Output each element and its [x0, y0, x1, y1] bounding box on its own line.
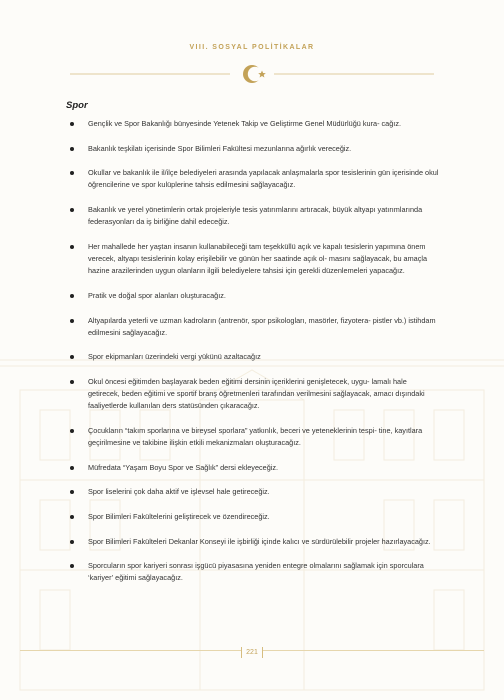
list-item: Spor Bilimleri Fakülteleri Dekanlar Konseyi ile işbirliği içinde kalıcı ve sürdürülebilir projeler hazırlayacağız.: [66, 536, 440, 548]
list-item: Spor ekipmanları üzerindeki vergi yükünü azaltacağız: [66, 351, 440, 363]
list-item: Spor liselerini çok daha aktif ve işlevsel hale getireceğiz.: [66, 486, 440, 498]
bullet-icon: [70, 147, 74, 151]
section-title: Spor: [66, 100, 88, 111]
bullet-icon: [70, 515, 74, 519]
bullet-icon: [70, 171, 74, 175]
bullet-icon: [70, 564, 74, 568]
list-item: Okullar ve bakanlık ile il/ilçe belediyeleri arasında yapılacak anlaşmalarla spor tesislerinin gün içerisinde okul öğrencilerine ve spor kulüplerine tahsis edilmesini sağlayacağız.: [66, 167, 440, 191]
crescent-star-ornament: [70, 62, 434, 86]
list-item: Bakanlık teşkilatı içerisinde Spor Bilimleri Fakültesi mezunlarına ağırlık vereceğiz.: [66, 143, 440, 155]
bullet-icon: [70, 122, 74, 126]
bullet-icon: [70, 429, 74, 433]
bullet-icon: [70, 466, 74, 470]
policy-list: [66, 118, 440, 597]
list-item: Müfredata “Yaşam Boyu Spor ve Sağlık” dersi ekleyeceğiz.: [66, 462, 440, 474]
list-item: Her mahallede her yaştan insanın kullanabileceği tam teşekküllü açık ve kapalı tesislerin yapımına önem verecek, altyapı tesislerinin kolay erişilebilir ve günün her saatinde açık ol- masını sağlayacak, bu amaçla hazine arazilerinden uygun olanların ilgili belediyelere tahsisi için gerekli düzenlemeleri yapacağız.: [66, 241, 440, 277]
list-item: Okul öncesi eğitimden başlayarak beden eğitimi dersinin içeriklerini genişletecek, uygu- lamalı hale getirecek, beden eğitimi ve sportif branş öğretmenleri tarafından verilmesini sağlayacak, amacı dışındaki faaliyetlerde kullanılan ders statüsünden çıkaracağız.: [66, 376, 440, 412]
bullet-icon: [70, 380, 74, 384]
bullet-icon: [70, 245, 74, 249]
bullet-icon: [70, 355, 74, 359]
chapter-header: VIII. SOSYAL POLİTİKALAR: [189, 44, 315, 51]
bullet-icon: [70, 490, 74, 494]
list-item: Bakanlık ve yerel yönetimlerin ortak projeleriyle tesis yatırımlarını artıracak, büyük altyapı yatırımlarında federasyonları da iş birliğine dahil edeceğiz.: [66, 204, 440, 228]
list-item: Sporcuların spor kariyeri sonrası işgücü piyasasına yeniden entegre olmalarını sağlamak için sporculara ‘kariyer’ eğitimi sağlayacağız.: [66, 560, 440, 584]
list-item: Çocukların “takım sporlarına ve bireysel sporlara” yatkınlık, beceri ve yeteneklerinin tespi- tine, kayıtlara geçirilmesine ve takibine ilişkin etkili mekanizmaları oluşturacağız.: [66, 425, 440, 449]
bullet-icon: [70, 540, 74, 544]
list-item: Pratik ve doğal spor alanları oluşturacağız.: [66, 290, 440, 302]
page-number-text: 221: [241, 647, 263, 658]
bullet-icon: [70, 319, 74, 323]
bullet-icon: [70, 294, 74, 298]
list-item: Altyapılarda yeterli ve uzman kadroların (antrenör, spor psikologları, masörler, fizyotera- pistler vb.) istihdam edilmesini sağlayacağız.: [66, 315, 440, 339]
bullet-icon: [70, 208, 74, 212]
page-number: [0, 647, 504, 658]
list-item: Gençlik ve Spor Bakanlığı bünyesinde Yetenek Takip ve Geliştirme Genel Müdürlüğü kura- cağız.: [66, 118, 440, 130]
list-item: Spor Bilimleri Fakültelerini geliştirecek ve özendireceğiz.: [66, 511, 440, 523]
